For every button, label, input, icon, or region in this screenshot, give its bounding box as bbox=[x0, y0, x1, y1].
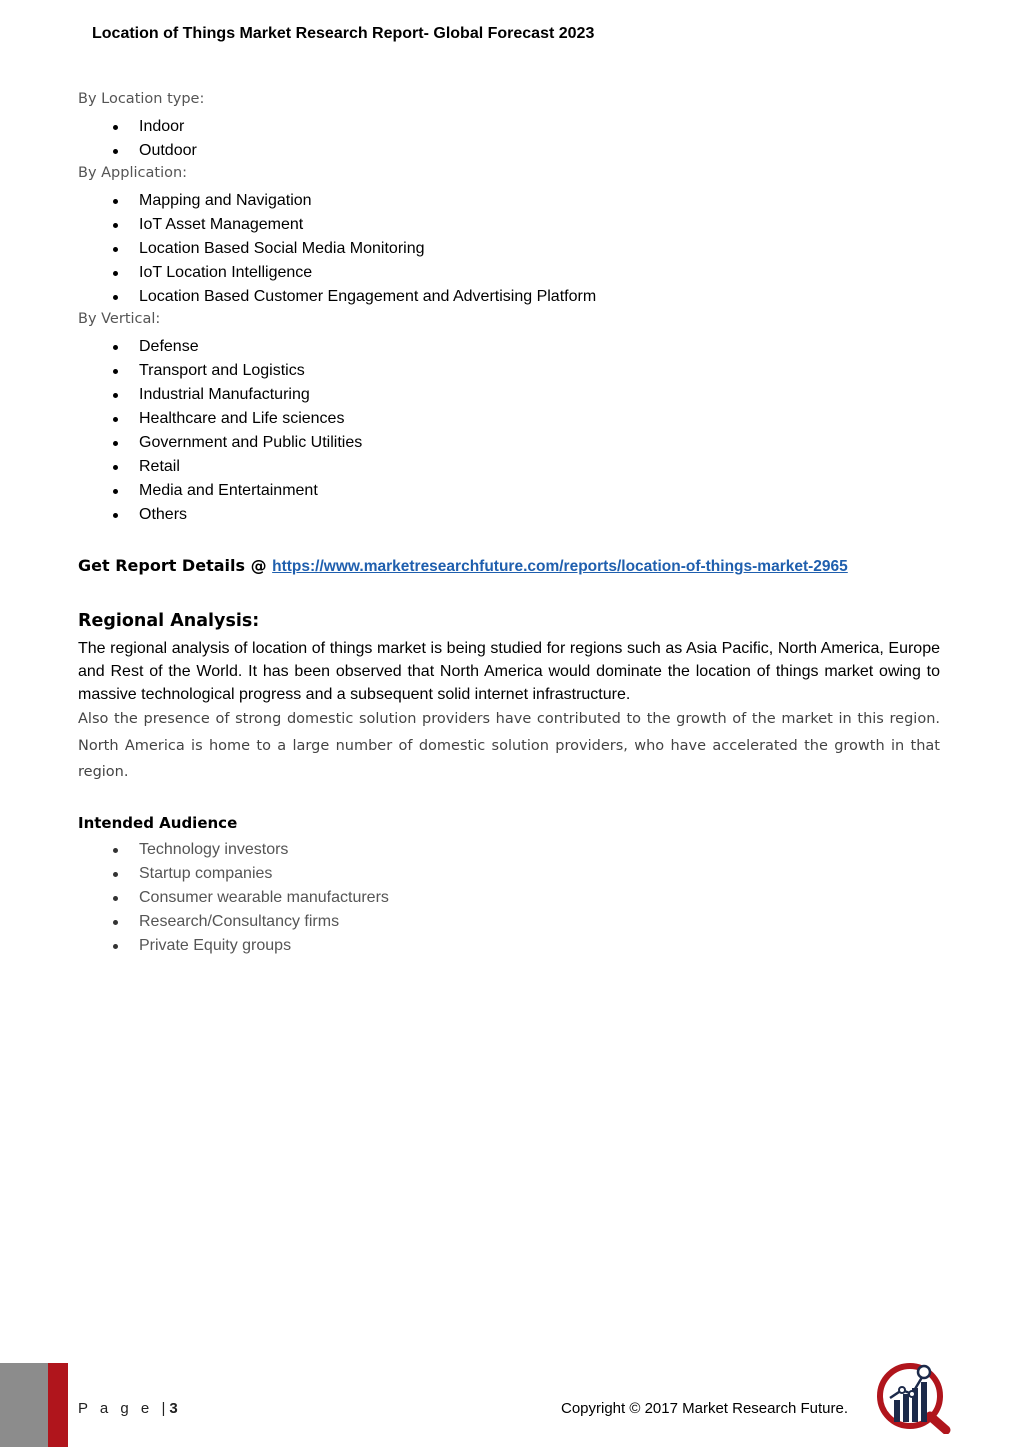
intended-audience-heading: Intended Audience bbox=[78, 814, 238, 832]
application-list bbox=[0, 189, 596, 309]
bullet-icon bbox=[113, 465, 118, 470]
bullet-icon bbox=[113, 944, 118, 949]
bullet-icon bbox=[113, 369, 118, 374]
list-item: IoT Asset Management bbox=[0, 213, 596, 237]
regional-paragraph-1: The regional analysis of location of things market is being studied for regions such as Asia Pacific, North America, Europe and Rest of the World. It has been observed that North America would dominate the location of things market owing to massive technological progress and a subsequent solid internet infrastructure. bbox=[78, 640, 940, 703]
copyright-text: Copyright © 2017 Market Research Future. bbox=[561, 1400, 849, 1417]
bullet-icon bbox=[113, 417, 118, 422]
footer-bar-red bbox=[48, 1363, 68, 1447]
bullet-icon bbox=[113, 345, 118, 350]
list-item: Healthcare and Life sciences bbox=[0, 407, 362, 431]
regional-analysis-heading: Regional Analysis: bbox=[78, 611, 260, 631]
list-item: Location Based Customer Engagement and Advertising Platform bbox=[0, 285, 596, 309]
bullet-icon bbox=[113, 271, 118, 276]
list-item: Indoor bbox=[0, 115, 197, 139]
get-report-line bbox=[78, 556, 848, 576]
footer-bar-grey bbox=[0, 1363, 48, 1447]
get-report-label: Get Report Details @ bbox=[78, 556, 273, 575]
list-item: IoT Location Intelligence bbox=[0, 261, 596, 285]
vertical-label: By Vertical: bbox=[78, 311, 161, 327]
bullet-icon bbox=[113, 513, 118, 518]
page-header-title: Location of Things Market Research Report- Global Forecast 2023 bbox=[92, 25, 595, 42]
list-item: Others bbox=[0, 503, 362, 527]
list-item: Private Equity groups bbox=[0, 934, 389, 958]
vertical-list bbox=[0, 335, 362, 527]
list-item: Technology investors bbox=[0, 838, 389, 862]
list-item: Media and Entertainment bbox=[0, 479, 362, 503]
audience-list bbox=[0, 838, 389, 958]
list-item: Research/Consultancy firms bbox=[0, 910, 389, 934]
bullet-icon bbox=[113, 125, 118, 130]
regional-paragraph-2: Also the presence of strong domestic solution providers have contributed to the growth of the market in this region. North America is home to a large number of domestic solution providers, who have accelerated the growth in that region. bbox=[78, 711, 940, 780]
report-link[interactable]: https://www.marketresearchfuture.com/reports/location-of-things-market-2965 bbox=[272, 558, 848, 575]
list-item: Industrial Manufacturing bbox=[0, 383, 362, 407]
bullet-icon bbox=[113, 393, 118, 398]
list-item: Retail bbox=[0, 455, 362, 479]
bullet-icon bbox=[113, 872, 118, 877]
bullet-icon bbox=[113, 149, 118, 154]
list-item: Defense bbox=[0, 335, 362, 359]
market-research-future-logo-icon bbox=[874, 1362, 954, 1434]
bullet-icon bbox=[113, 920, 118, 925]
bullet-icon bbox=[113, 489, 118, 494]
list-item: Transport and Logistics bbox=[0, 359, 362, 383]
list-item: Consumer wearable manufacturers bbox=[0, 886, 389, 910]
list-item: Location Based Social Media Monitoring bbox=[0, 237, 596, 261]
list-item: Startup companies bbox=[0, 862, 389, 886]
bullet-icon bbox=[113, 247, 118, 252]
bullet-icon bbox=[113, 295, 118, 300]
bullet-icon bbox=[113, 223, 118, 228]
application-label: By Application: bbox=[78, 165, 188, 181]
page-number: P a g e | 3 bbox=[78, 1400, 178, 1417]
list-item: Government and Public Utilities bbox=[0, 431, 362, 455]
bullet-icon bbox=[113, 199, 118, 204]
location-type-label: By Location type: bbox=[78, 91, 205, 107]
location-type-list bbox=[0, 115, 197, 163]
bullet-icon bbox=[113, 848, 118, 853]
bullet-icon bbox=[113, 441, 118, 446]
list-item: Mapping and Navigation bbox=[0, 189, 596, 213]
bullet-icon bbox=[113, 896, 118, 901]
list-item: Outdoor bbox=[0, 139, 197, 163]
